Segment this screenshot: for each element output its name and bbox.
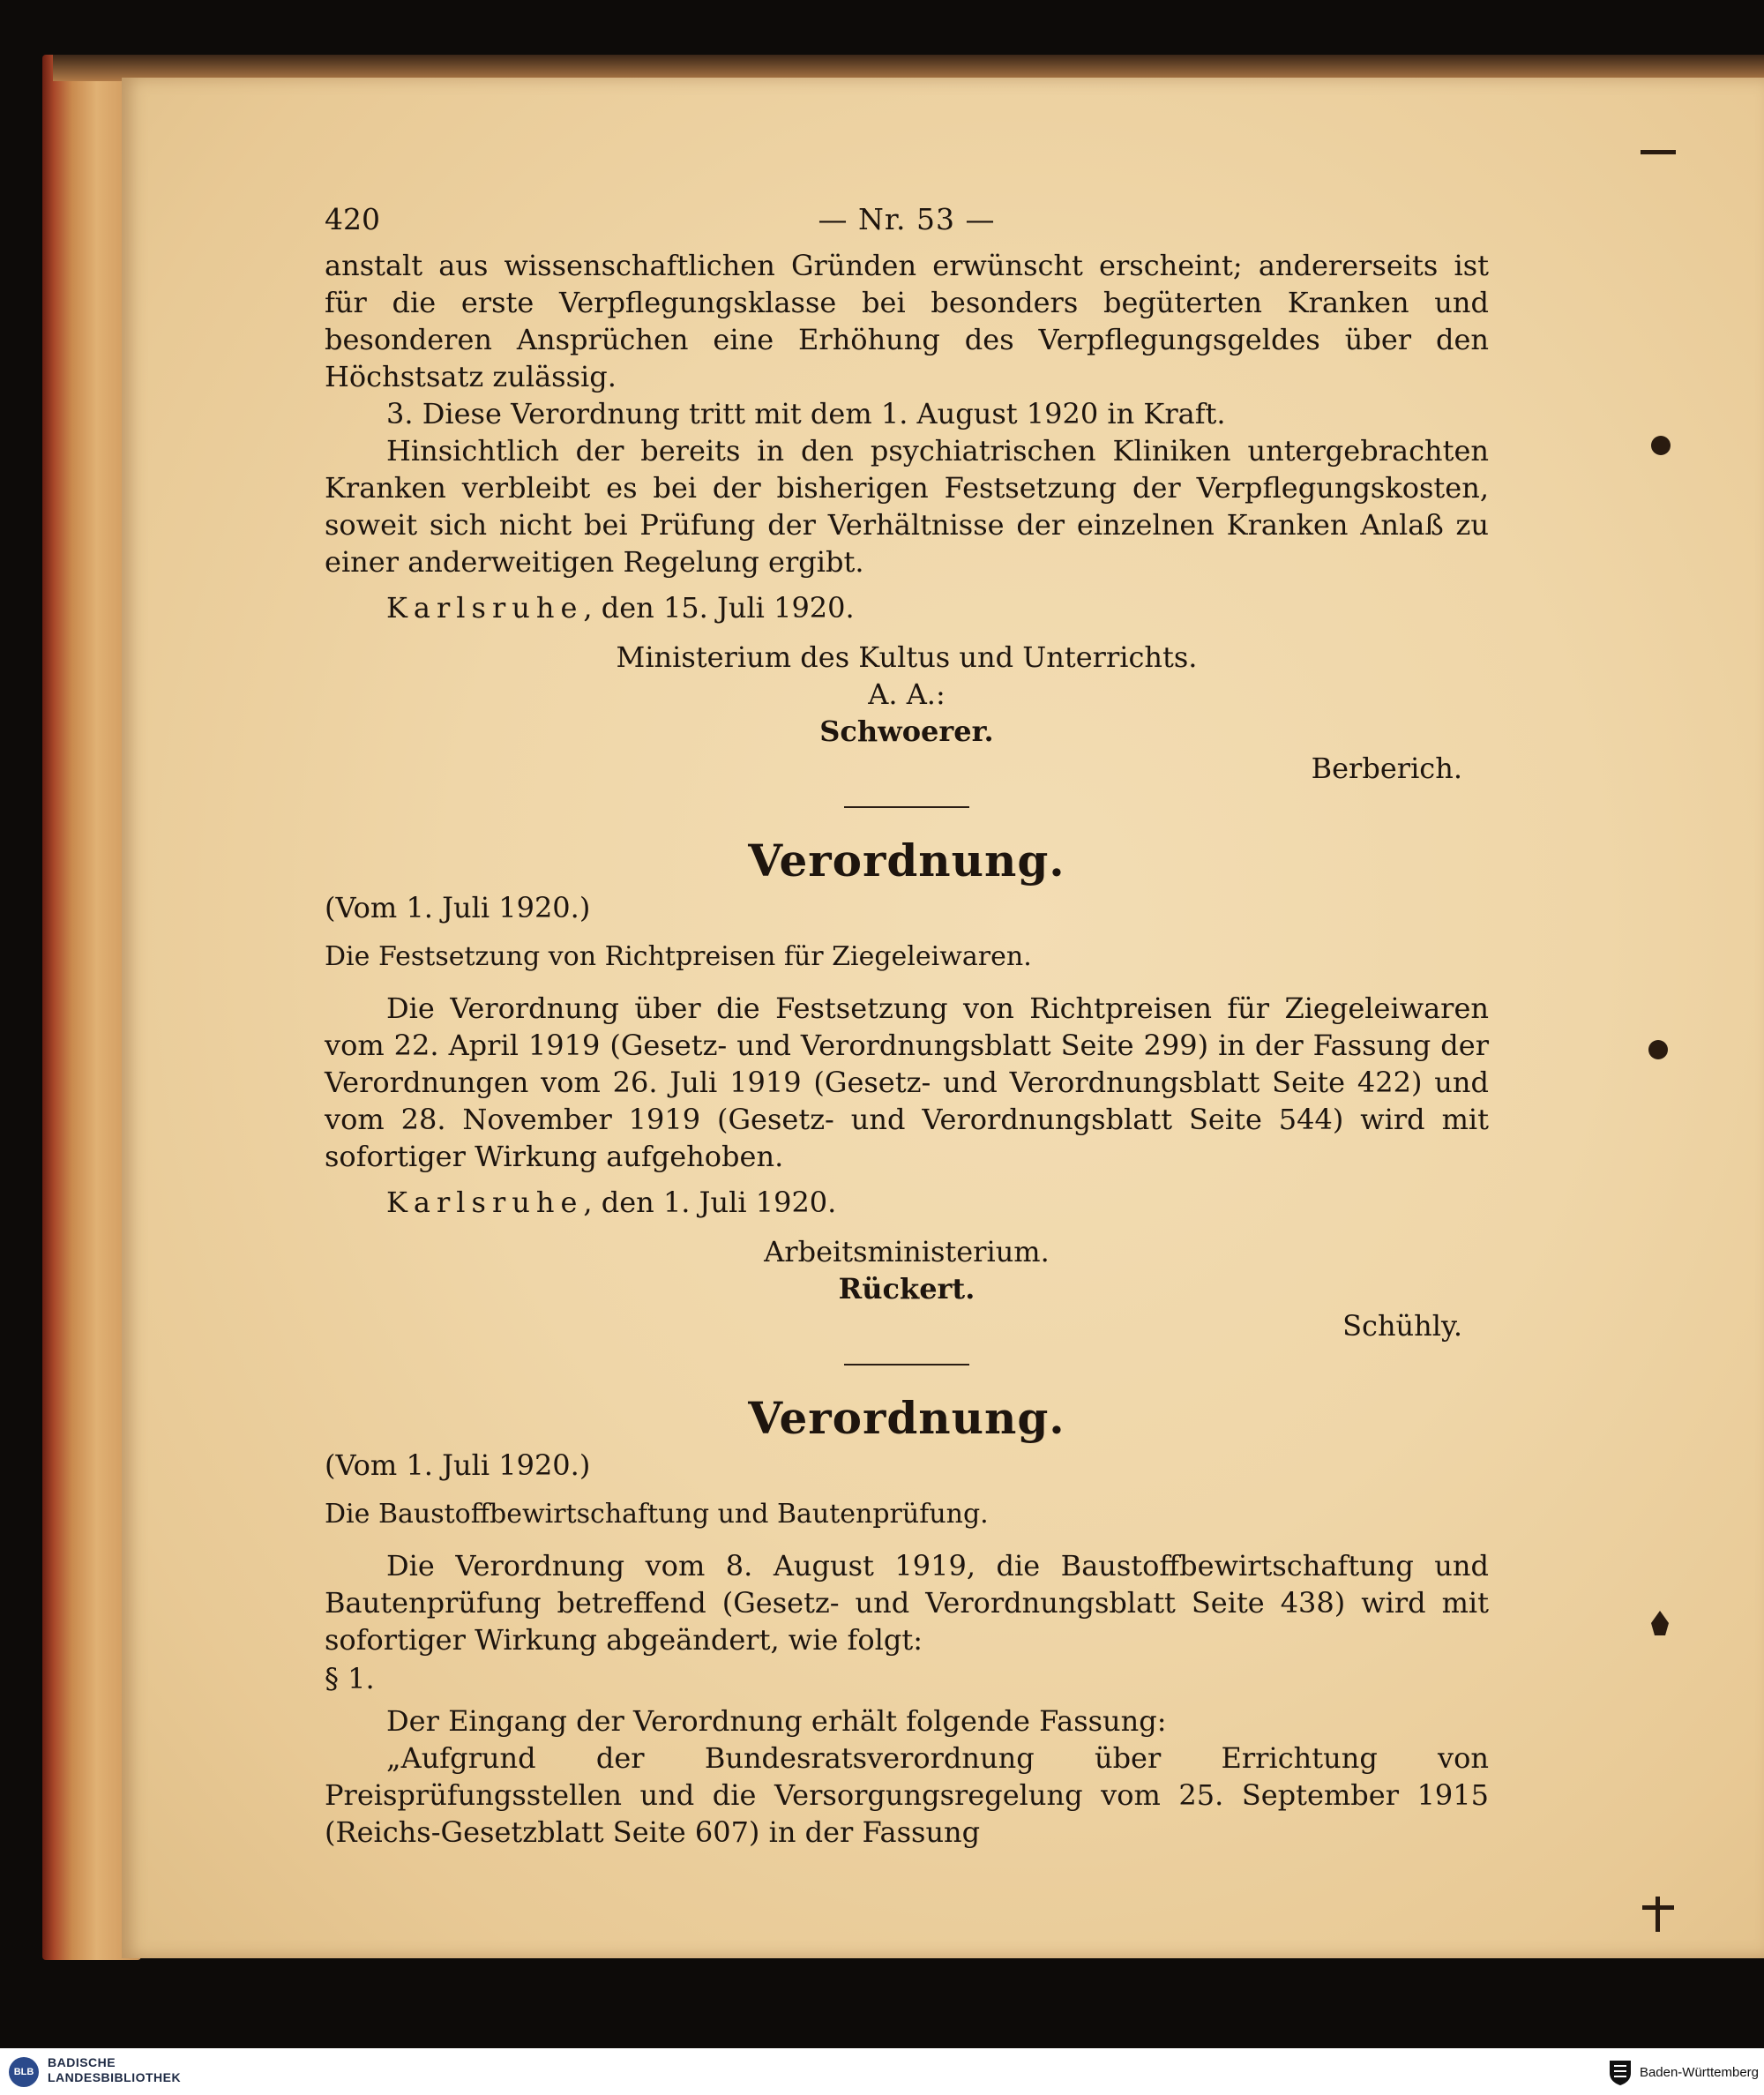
- date-text: , den 15. Juli 1920.: [583, 591, 855, 625]
- issue-number: — Nr. 53 —: [818, 202, 996, 236]
- section-title: Verordnung.: [748, 834, 1065, 887]
- margin-mark: [1648, 1040, 1668, 1059]
- margin-mark: [1651, 1611, 1669, 1635]
- quoted-paragraph: „Aufgrund der Bundesratsverordnung über Errichtung von Preisprüfungsstellen und die Versorgungsregelung vom 25. September 1915 (Reichs-Gesetzblatt Seite 607) in der Fassung: [325, 1741, 1489, 1849]
- section-divider: [844, 1364, 969, 1365]
- section-paragraph: Die Verordnung vom 8. August 1919, die Baustoffbewirtschaftung und Bautenprüfung betreffend (Gesetz- und Verordnungsblatt Seite 438) wird mit sofortiger Wirkung abgeändert, wie folgt:: [325, 1549, 1489, 1657]
- place-date-line: [325, 589, 1489, 626]
- page-header: [325, 201, 1489, 247]
- library-logo-icon: BLB: [9, 2057, 39, 2087]
- margin-marks: [1632, 132, 1685, 1941]
- paragraph-transition: Hinsichtlich der bereits in den psychiatrischen Kliniken untergebrachten Kranken verbleibt es bei der bisherigen Festsetzung der Verpflegungskosten, soweit sich nicht bei Prüfung der Verhältnisse der einzelnen Kranken Anlaß zu einer anderweitigen Regelung ergibt.: [325, 434, 1489, 579]
- library-name-line-2: LANDESBIBLIOTHEK: [48, 2070, 182, 2084]
- countersign: Berberich.: [1311, 752, 1462, 785]
- place-date-line: [325, 1184, 1489, 1221]
- footer-bar: [0, 2048, 1764, 2095]
- page-content: [325, 201, 1489, 1851]
- ministry-name: Arbeitsministerium.: [764, 1235, 1050, 1268]
- state-logo: [1606, 2057, 1759, 2087]
- paragraph-mark: § 1.: [325, 1662, 375, 1695]
- ministry-name: Ministerium des Kultus und Unterrichts.: [616, 640, 1198, 674]
- signatory: Schwoerer.: [819, 715, 994, 748]
- coat-of-arms-icon: [1606, 2057, 1634, 2087]
- state-name: Baden-Württemberg: [1639, 2064, 1759, 2080]
- place-name: Karlsruhe: [386, 591, 584, 625]
- date-text: , den 1. Juli 1920.: [583, 1186, 837, 1219]
- paragraph-item-3: 3. Diese Verordnung tritt mit dem 1. August 1920 in Kraft.: [386, 397, 1226, 430]
- page-number: 420: [325, 202, 380, 236]
- paragraph-line: Der Eingang der Verordnung erhält folgende Fassung:: [386, 1704, 1167, 1738]
- section-date-note: (Vom 1. Juli 1920.): [325, 1448, 591, 1482]
- section-paragraph: Die Verordnung über die Festsetzung von Richtpreisen für Ziegeleiwaren vom 22. April 1919 (Gesetz- und Verordnungsblatt Seite 299) in der Fassung der Verordnungen vom 26. Juli 1919 (Gesetz- und Verordnungsblatt Seite 422) und vom 28. November 1919 (Gesetz- und Verordnungsblatt Seite 544) wird mit sofortiger Wirkung aufgehoben.: [325, 991, 1489, 1173]
- on-behalf-note: A. A.:: [868, 677, 946, 711]
- margin-mark: [1656, 1897, 1660, 1932]
- margin-mark: [1651, 436, 1671, 455]
- section-divider: [844, 806, 969, 808]
- section-subject: Die Baustoffbewirtschaftung und Bautenprüfung.: [325, 1499, 989, 1530]
- section-subject: Die Festsetzung von Richtpreisen für Ziegeleiwaren.: [325, 941, 1032, 972]
- library-name: [48, 2055, 181, 2085]
- section-title: Verordnung.: [748, 1392, 1065, 1444]
- countersign: Schühly.: [1342, 1309, 1462, 1343]
- place-name: Karlsruhe: [386, 1186, 584, 1219]
- section-date-note: (Vom 1. Juli 1920.): [325, 891, 591, 924]
- library-name-line-1: BADISCHE: [48, 2055, 116, 2069]
- signatory: Rückert.: [838, 1272, 975, 1306]
- margin-mark: [1641, 150, 1676, 154]
- paragraph-continuation: anstalt aus wissenschaftlichen Gründen erwünscht erscheint; andererseits ist für die erste Verpflegungsklasse bei besonders begüterten Kranken und besonderen Ansprüchen eine Erhöhung des Verpflegungsgeldes über den Höchstsatz zulässig.: [325, 249, 1489, 393]
